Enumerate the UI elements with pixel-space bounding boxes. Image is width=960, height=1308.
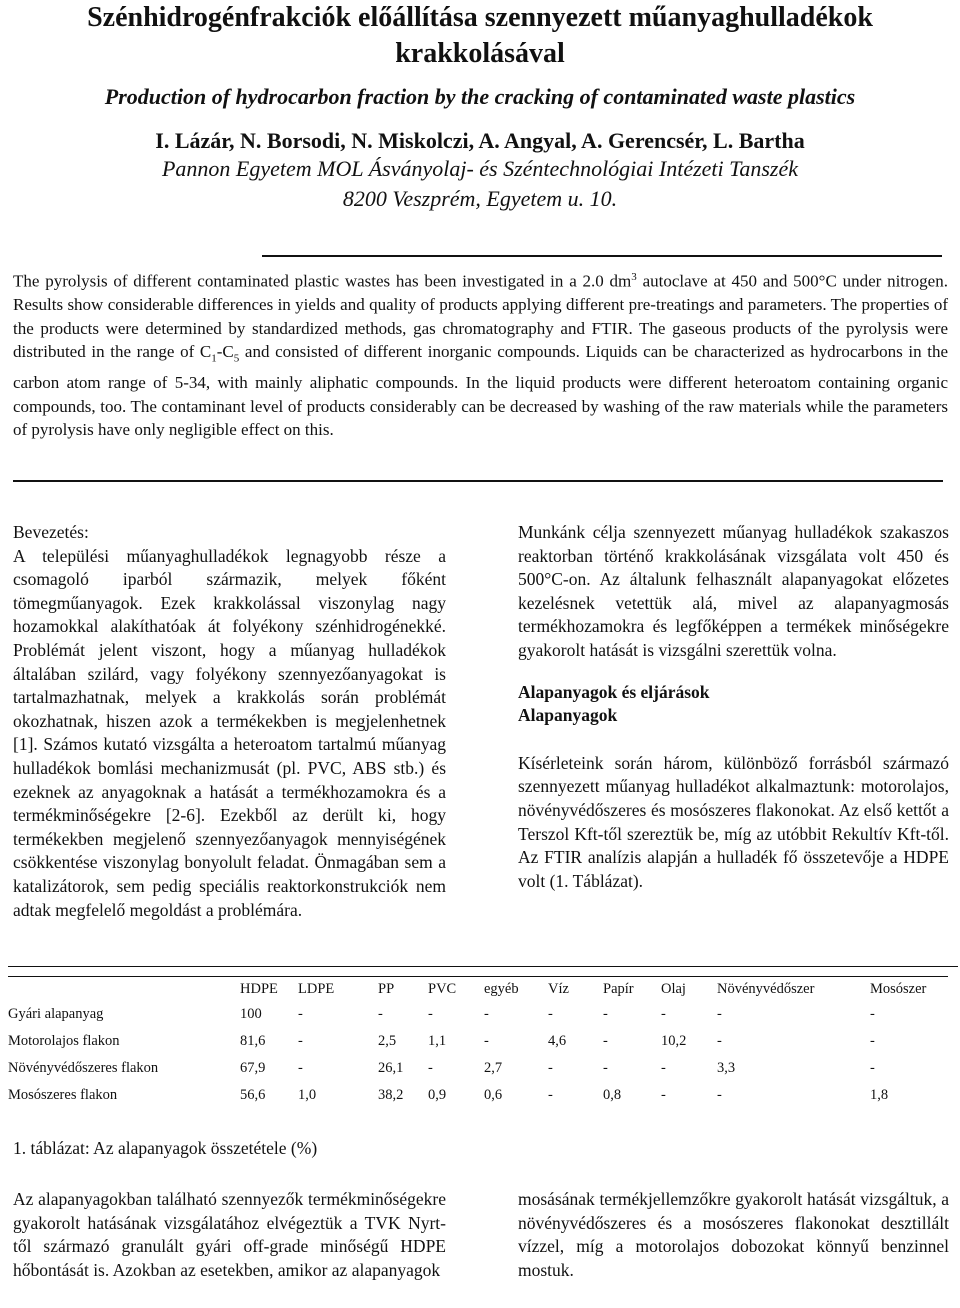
table-cell: - (428, 1060, 433, 1076)
table-cell: - (484, 1006, 489, 1022)
aim-paragraph: Munkánk célja szennyezett műanyag hulladékok szakaszos reaktorban történő krakkolásának vizsgálata volt 450 és 500°C-on. Az általunk felhasznált alapanyagokat előzetes kezelésnek vetettük alá, mivel az alapanyagmosás termékhozamokra és legfőképpen a termékek minőségekre gyakorolt hatását is vizsgálni szerettük volna. (518, 522, 949, 660)
column-separator-rule (8, 966, 958, 967)
table-header-cell: HDPE (240, 980, 278, 997)
table-cell: - (548, 1060, 553, 1076)
table-row (8, 1055, 948, 1082)
table-cell: 56,6 (240, 1087, 266, 1103)
subsection-heading-materials: Alapanyagok (518, 705, 618, 726)
table-cell: 1,1 (428, 1033, 447, 1049)
section-heading-materials-methods: Alapanyagok és eljárások (518, 681, 710, 702)
table-row (8, 1082, 948, 1109)
table-cell: 26,1 (378, 1060, 404, 1076)
table-cell: - (870, 1033, 875, 1049)
table-cell: - (603, 1006, 608, 1022)
table-header-row (8, 977, 948, 1002)
table-cell: 81,6 (240, 1033, 266, 1049)
table-header-cell: Mosószer (870, 980, 927, 997)
table-cell: - (717, 1033, 722, 1049)
author-list: I. Lázár, N. Borsodi, N. Miskolczi, A. Angyal, A. Gerencsér, L. Bartha (155, 128, 805, 153)
abstract-top-rule (262, 255, 942, 257)
table-cell: 0,8 (603, 1087, 622, 1103)
composition-table (8, 976, 948, 1109)
table-header-cell: Víz (548, 980, 569, 997)
bottom-right-paragraph: mosásának termékjellemzőkre gyakorolt hatását vizsgáltuk, a növényvédőszeres és a mosószeres flakonokat desztillált vízzel, míg a motorolajos dobozokat könnyű benzinnel mostuk. (518, 1189, 949, 1280)
table-header-cell: Olaj (661, 980, 686, 997)
bottom-left-paragraph: Az alapanyagokban található szennyezők termékminőségekre gyakorolt hatásának vizsgálatához elvégeztük a TVK Nyrt-től származó granulált gyári off-grade minőségű HDPE hőbontását is. Azokban az esetekben, amikor az alapanyagok (13, 1189, 446, 1280)
table-header-cell: egyéb (484, 980, 519, 997)
right-column (518, 521, 949, 893)
table-header-cell: PVC (428, 980, 457, 997)
table-cell: 67,9 (240, 1060, 266, 1076)
table-cell: 0,9 (428, 1087, 447, 1103)
table-cell: - (603, 1033, 608, 1049)
table-cell: - (298, 1060, 303, 1076)
table-cell: - (428, 1006, 433, 1022)
table-header-cell: PP (378, 980, 395, 997)
table-cell: - (717, 1006, 722, 1022)
table-row (8, 1001, 948, 1028)
table-cell: 3,3 (717, 1060, 736, 1076)
affiliation (0, 154, 960, 214)
table-cell: Növényvédőszeres flakon (8, 1060, 159, 1076)
table-cell: 4,6 (548, 1033, 567, 1049)
table-cell: - (484, 1033, 489, 1049)
table-header-cell (8, 977, 240, 1002)
left-column-intro: Bevezetés: A települési műanyaghulladékok legnagyobb része a csomagoló iparból származik, melyek főként tömegműanyagok. Ezek krakkolással viszonylag nagy hozamokkal alakíthatóak át folyékony szénhidrogénekké. Problémát jelent viszont, hogy a műanyag hulladékok általában szilárd, vagy folyékony szennyezőanyagokat is tartalmazhatnak, melyek a krakkolás során problémát okozhatnak, hiszen azok a termékekben is megjelenhetnek [1]. Számos kutató vizsgálta a heteroatom tartalmú műanyag hulladékok bomlási mechanizmusát (pl. PVC, ABS stb.) és ezeknek az anyagoknak a hatását a termékhozamokra és a termékminőségekre [2-6]. Ezekből az derült ki, hogy termékekben megjelenő szennyezőanyagok mennyiségének csökkentése viszonylag bonyolult feladat. Önmagában sem a katalizátorok, sem pedig speciális reaktorkonstrukciók nem adtak megfelelő megoldást a problémára. (13, 521, 446, 922)
table-cell: - (603, 1060, 608, 1076)
table-cell: - (870, 1006, 875, 1022)
table-cell: - (298, 1006, 303, 1022)
table-cell: Mosószeres flakon (8, 1087, 118, 1103)
table-header-cell: LDPE (298, 980, 335, 997)
table-cell: 1,0 (298, 1087, 317, 1103)
table-cell: - (661, 1087, 666, 1103)
table-cell: 2,7 (484, 1060, 503, 1076)
table-cell: 1,8 (870, 1087, 889, 1103)
table-cell: - (870, 1060, 875, 1076)
table-cell: - (298, 1033, 303, 1049)
table-caption: 1. táblázat: Az alapanyagok összetétele (%) (13, 1138, 318, 1158)
table-header-cell: Növényvédőszer (717, 980, 815, 997)
intro-heading: Bevezetés (13, 522, 84, 542)
paper-title: Szénhidrogénfrakciók előállítása szennyezett műanyaghulladékok krakkolásával (87, 2, 873, 69)
table-cell: - (548, 1006, 553, 1022)
table-cell: - (661, 1060, 666, 1076)
materials-paragraph: Kísérleteink során három, különböző forrásból származó szennyezett műanyag hulladékot alkalmaztunk: motorolajos, növényvédőszeres és mosószeres flakonokat. Az első kettőt a Terszol Kft-től szereztük be, míg az utóbbit Rekultív Kft-től. Az FTIR analízis alapján a hulladék fő összetevője a HDPE volt (1. Táblázat). (518, 752, 949, 891)
table-cell: - (661, 1006, 666, 1022)
affiliation-address: 8200 Veszprém, Egyetem u. 10. (342, 186, 618, 211)
table-cell: - (378, 1006, 383, 1022)
table-cell: 10,2 (661, 1033, 687, 1049)
abstract-bottom-rule (13, 480, 943, 482)
paper-subtitle: Production of hydrocarbon fraction by the cracking of contaminated waste plastics (104, 84, 856, 109)
table-cell: - (548, 1087, 553, 1103)
table-cell: 38,2 (378, 1087, 404, 1103)
abstract: The pyrolysis of different contaminated plastic wastes has been investigated in a 2.0 $dm^3$ autoclave at 450 and 500°C under nitrogen. Results show considerable differences in yields and quality of products applying different pre-treatings and parameters. The properties of the products were determined by standardized methods, gas chromatography and FTIR. The gaseous products of the pyrolysis were distributed in the range of $C_1-C_5$ and consisted of different inorganic compounds. Liquids can be characterized as hydrocarbons in the carbon atom range of 5-34, with mainly aliphatic compounds. In the liquid products were different heteroatom containing organic compounds, too. The contaminant level of products considerably can be decreased by washing of the raw materials while the parameters of pyrolysis have only negligible effect on this. (13, 271, 948, 440)
table-header-cell: Papír (603, 980, 634, 997)
table-cell: - (717, 1087, 722, 1103)
table-row (8, 1028, 948, 1055)
table-cell: Gyári alapanyag (8, 1006, 104, 1022)
table-cell: 0,6 (484, 1087, 503, 1103)
intro-paragraph: A települési műanyaghulladékok legnagyobb része a csomagoló iparból származik, melyek főként tömegműanyagok. Ezek krakkolással viszonylag nagy hozamokkal alakíthatóak át folyékony szénhidrogénekké. Problémát jelent viszont, hogy a műanyag hulladékok általában szilárd, vagy folyékony szennyezőanyagokat is tartalmazhatnak, melyek a krakkolás során problémát okozhatnak, hiszen azok a termékekben is megjelenhetnek [1]. Számos kutató vizsgálta a heteroatom tartalmú műanyag hulladékok bomlási mechanizmusát (pl. PVC, ABS stb.) és ezeknek az anyagoknak a hatását a termékhozamokra és a termékminőségekre [2-6]. Ezekből az derült ki, hogy termékekben megjelenő szennyezőanyagok mennyiségének csökkentése viszonylag bonyolult feladat. Önmagában sem a katalizátorok, sem pedig speciális reaktorkonstrukciók nem adtak megfelelő megoldást a problémára. (13, 545, 446, 920)
table-cell: Motorolajos flakon (8, 1033, 120, 1049)
affiliation-department: Pannon Egyetem MOL Ásványolaj- és Széntechnológiai Intézeti Tanszék (161, 156, 799, 181)
table-cell: 100 (240, 1006, 262, 1022)
table-cell: 2,5 (378, 1033, 397, 1049)
